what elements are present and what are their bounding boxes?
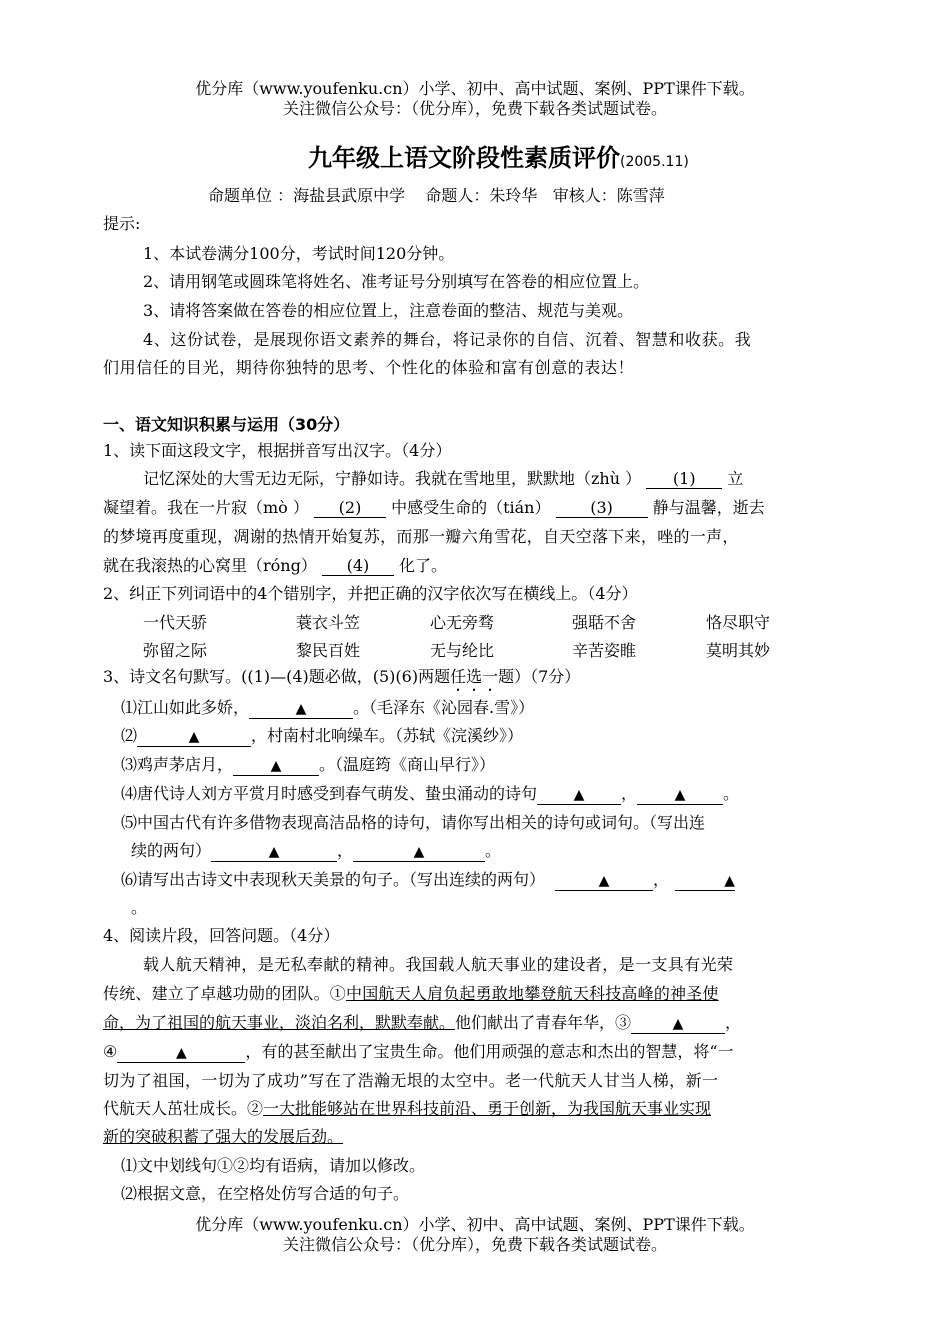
answer-blank[interactable]: [137, 727, 251, 747]
q3-stem-text: 题）（7分）: [498, 667, 581, 686]
answer-blank[interactable]: [353, 842, 485, 862]
tips-label: 提示:: [103, 214, 141, 233]
q1-line-4: [103, 555, 447, 577]
q3-item-6-end: 。: [131, 898, 148, 917]
q3-text: 。: [485, 841, 502, 860]
q1-text: 立: [727, 469, 744, 488]
word-item: 辛苦姿睢: [572, 641, 637, 660]
answer-blank-1[interactable]: (1): [646, 470, 722, 489]
q3-text: ⑶鸡声茅店月，: [121, 755, 234, 774]
word-item: 恪尽职守: [706, 613, 771, 632]
answer-marker: ▲: [188, 729, 200, 745]
q3-item-2: [121, 725, 523, 747]
q4-text: 传统、建立了卓越功勋的团队。①: [103, 984, 347, 1003]
header-line-2: 关注微信公众号：（优分库），免费下载各类试题试卷。: [282, 99, 667, 118]
answer-blank[interactable]: [537, 785, 621, 805]
answer-marker: ▲: [598, 873, 610, 889]
footer-line-1: 优分库（www.youfenku.cn）小学、初中、高中试题、案例、PPT课件下载。: [195, 1215, 755, 1234]
answer-blank-3[interactable]: [631, 1014, 725, 1034]
underlined-sentence-1: 中国航天人肩负起勇敢地攀登航天科技高峰的神圣使: [346, 984, 719, 1003]
section-heading: 一、语文知识积累与运用（30分）: [103, 415, 350, 434]
q3-text: ⑹请写出古诗文中表现秋天美景的句子。（写出连续的两句）: [121, 870, 546, 889]
q3-text: ⑵: [121, 726, 138, 745]
answer-blank[interactable]: [233, 756, 319, 776]
answer-blank[interactable]: [211, 842, 337, 862]
q3-text: ⑷唐代诗人刘方平赏月时感受到春气萌发、蛰虫涌动的诗句: [121, 784, 538, 803]
answer-marker: ▲: [413, 844, 425, 860]
q1-stem: 1、读下面这段文字，根据拼音写出汉字。（4分）: [103, 441, 452, 460]
word-item: 黎民百姓: [296, 641, 361, 660]
q3-stem-text: 3、诗文名句默写。((1)—(4)题必做，(5)(6)两题: [103, 667, 451, 686]
q1-text: 凝望着。我在一片寂（mò ）: [103, 498, 309, 517]
q1-line-1: [143, 468, 743, 490]
q3-emphasis-text: 任选一: [450, 667, 499, 686]
answer-blank[interactable]: [637, 785, 723, 805]
q4-para-line: [103, 1012, 741, 1034]
answer-marker: ▲: [268, 844, 280, 860]
q4-sub-2: ⑵根据文意，在空格处仿写合适的句子。: [121, 1184, 410, 1203]
q3-item-6: [121, 869, 735, 891]
answer-marker: ▲: [573, 787, 585, 803]
q4-para-line: [103, 1041, 734, 1063]
tip-item: 2、请用钢笔或圆珠笔将姓名、准考证号分别填写在答卷的相应位置上。: [143, 272, 650, 291]
q1-text: 化了。: [399, 556, 448, 575]
title-main: 九年级上语文阶段性素质评价: [308, 144, 620, 172]
answer-blank[interactable]: [555, 871, 653, 891]
answer-blank-2[interactable]: (2): [314, 499, 386, 518]
word-item: 弥留之际: [143, 641, 208, 660]
answer-blank[interactable]: [249, 699, 353, 719]
q4-para-line: 切为了祖国，一切为了成功”写在了浩瀚无垠的太空中。老一代航天人甘当人梯，新一: [103, 1071, 719, 1090]
q3-text: 。（毛泽东《沁园春.雪》）: [353, 698, 535, 717]
answer-marker: ▲: [672, 1016, 684, 1032]
q1-text: 静与温馨，逝去: [652, 498, 765, 517]
q4-text: ，: [725, 1013, 742, 1032]
q1-text: 就在我滚热的心窝里（róng）: [103, 556, 317, 575]
answer-marker: ▲: [724, 873, 736, 889]
q1-line-3: 的梦境再度重现，凋谢的热情开始复苏，而那一瓣六角雪花，自天空落下来，唑的一声，: [103, 527, 739, 546]
q4-para-line: [103, 1126, 343, 1148]
footer-line-2: 关注微信公众号：（优分库），免费下载各类试题试卷。: [282, 1235, 667, 1254]
q3-item-1: [121, 697, 534, 719]
q4-para-line: [103, 983, 719, 1005]
q4-stem: 4、阅读片段，回答问题。（4分）: [103, 926, 340, 945]
underlined-sentence-2: 新的突破积蓄了强大的发展后劲。: [103, 1127, 344, 1146]
word-item: 无与纶比: [430, 641, 495, 660]
answer-marker: ▲: [295, 701, 307, 717]
exam-meta: 命题单位 ：海盐县武原中学 命题人：朱玲华 审核人：陈雪萍: [208, 186, 665, 205]
word-item: 心无旁骛: [430, 613, 495, 632]
q3-item-3: [121, 754, 495, 776]
q3-text: ，村南村北响缲车。（苏轼《浣溪纱》）: [251, 726, 524, 745]
tip-item: 1、本试卷满分100分，考试时间120分钟。: [143, 244, 455, 263]
tip-item: 4、这份试卷，是展现你语文素养的舞台，将记录你的自信、沉着、智慧和收获。我: [143, 330, 752, 349]
answer-marker: ▲: [175, 1045, 187, 1061]
title-date: (2005.11): [620, 154, 689, 170]
q3-text: ，: [621, 784, 638, 803]
q4-text: ，有的甚至献出了宝贵生命。他们用顽强的意志和杰出的智慧，将“一: [245, 1042, 734, 1061]
q3-text: 续的两句）: [131, 841, 212, 860]
answer-marker: ▲: [674, 787, 686, 803]
q3-stem: [103, 666, 580, 695]
q1-line-2: [103, 497, 765, 519]
tip-item: 们用信任的目光，期待你独特的思考、个性化的体验和富有创意的表达！: [103, 358, 635, 377]
q4-sub-1: ⑴文中划线句①②均有语病，请加以修改。: [121, 1156, 426, 1175]
q3-text: 。（温庭筠《商山早行》）: [319, 755, 496, 774]
q4-text: ④: [103, 1042, 118, 1061]
word-item: 莫明其妙: [706, 641, 771, 660]
word-item: 一代天骄: [143, 613, 208, 632]
answer-blank-3[interactable]: (3): [556, 499, 648, 518]
q3-text: ，: [337, 841, 354, 860]
q1-text: 中感受生命的（tián）: [391, 498, 551, 517]
underlined-sentence-1: 命，为了祖国的航天事业，淡泊名利，默默奉献。: [103, 1013, 456, 1032]
q2-stem: 2、纠正下列词语中的4个错别字，并把正确的汉字依次写在横线上。（4分）: [103, 584, 638, 603]
tip-item: 3、请将答案做在答卷的相应位置上，注意卷面的整洁、规范与美观。: [143, 301, 634, 320]
word-item: 强聒不舍: [572, 613, 637, 632]
answer-blank-4[interactable]: [117, 1043, 245, 1063]
q3-text: 。: [723, 784, 740, 803]
q4-para-line: [103, 1098, 711, 1120]
answer-blank[interactable]: [675, 871, 735, 891]
q4-text: 代航天人茁壮成长。②: [103, 1099, 264, 1118]
q4-para-line: 载人航天精神，是无私奉献的精神。我国载人航天事业的建设者，是一支具有光荣: [143, 955, 734, 974]
underlined-sentence-2: 一大批能够站在世界科技前沿、勇于创新，为我国航天事业实现: [263, 1099, 712, 1118]
q3-text: ⑴江山如此多娇，: [121, 698, 250, 717]
header-line-1: 优分库（www.youfenku.cn）小学、初中、高中试题、案例、PPT课件下载。: [195, 79, 755, 98]
q3-item-5: ⑸中国古代有许多借物表现高洁品格的诗句，请你写出相关的诗句或词句。（写出连: [121, 813, 706, 832]
q3-text: ，: [653, 870, 670, 889]
answer-marker: ▲: [270, 758, 282, 774]
q3-item-5-cont: [131, 840, 501, 862]
page-title: [308, 142, 689, 178]
q1-text: 记忆深处的大雪无边无际，宁静如诗。我就在雪地里，默默地（zhù ）: [143, 469, 642, 488]
q4-text: 他们献出了青春年华，③: [455, 1013, 632, 1032]
answer-blank-4[interactable]: (4): [322, 557, 394, 576]
word-item: 蓑衣斗笠: [296, 613, 361, 632]
q3-item-4: [121, 783, 739, 805]
